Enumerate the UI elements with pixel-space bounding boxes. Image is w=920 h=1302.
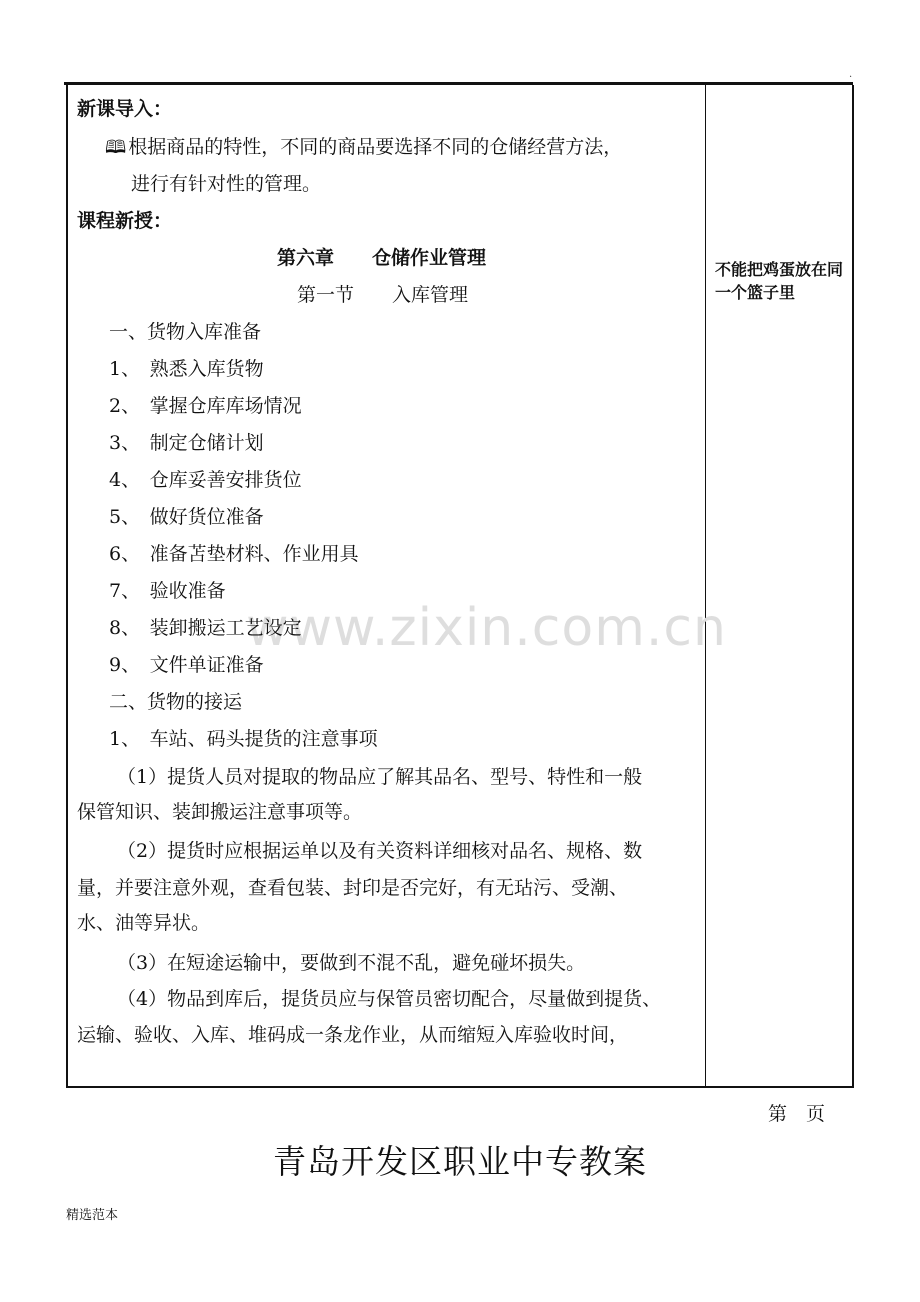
part2-subtitle: 1、 车站、码头提货的注意事项 <box>109 728 378 750</box>
watermark: www.zixin.com.cn <box>246 598 727 658</box>
paragraph-line: （3）在短途运输中，要做到不混不乱，避免碰坏损失。 <box>117 952 586 974</box>
footer-title: 青岛开发区职业中专教案 <box>273 1142 647 1181</box>
paragraph-line: 水、油等异状。 <box>77 912 211 934</box>
paragraph-line: 运输、验收、入库、堆码成一条龙作业，从而缩短入库验收时间， <box>77 1024 629 1046</box>
list-item: 4、 仓库妥善安排货位 <box>109 469 302 491</box>
list-item: 6、 准备苫垫材料、作业用具 <box>109 543 359 565</box>
list-item: 2、 掌握仓库库场情况 <box>109 395 302 417</box>
open-book-icon: 🕮 <box>105 137 127 158</box>
list-item: 1、 熟悉入库货物 <box>109 358 264 380</box>
margin-note: 不能把鸡蛋放在同一个篮子里 <box>715 260 844 302</box>
list-item: 9、 文件单证准备 <box>109 654 264 676</box>
paragraph-line: （1）提货人员对提取的物品应了解其品名、型号、特性和一般 <box>117 766 643 788</box>
list-item: 3、 制定仓储计划 <box>109 432 264 454</box>
paragraph-line: 量，并要注意外观，查看包装、封印是否完好，有无玷污、受潮、 <box>77 877 629 899</box>
part2-title: 二、货物的接运 <box>109 691 243 713</box>
paragraph-line: 保管知识、装卸搬运注意事项等。 <box>77 801 363 823</box>
intro-line-1 <box>105 134 622 161</box>
part1-title: 一、货物入库准备 <box>109 321 262 343</box>
list-item: 8、 装卸搬运工艺设定 <box>109 617 302 639</box>
section-title: 第一节 入库管理 <box>297 284 469 306</box>
paragraph-line: （2）提货时应根据运单以及有关资料详细核对品名、规格、数 <box>117 840 643 862</box>
footer-note: 精选范本 <box>66 1208 119 1223</box>
chapter-title: 第六章 仓储作业管理 <box>277 247 487 269</box>
intro-text-1: 根据商品的特性，不同的商品要选择不同的仓储经营方法， <box>128 136 623 158</box>
paragraph-line: （4）物品到库后，提货员应与保管员密切配合，尽量做到提货、 <box>117 988 662 1010</box>
list-item: 7、 验收准备 <box>109 580 226 602</box>
intro-heading: 新课导入： <box>77 98 173 120</box>
list-item: 5、 做好货位准备 <box>109 506 264 528</box>
lesson-heading: 课程新授： <box>77 210 173 232</box>
corner-mark: . <box>849 69 853 80</box>
intro-line-2: 进行有针对性的管理。 <box>131 173 322 195</box>
column-divider <box>705 85 706 1088</box>
page-number: 第 页 <box>768 1103 826 1125</box>
